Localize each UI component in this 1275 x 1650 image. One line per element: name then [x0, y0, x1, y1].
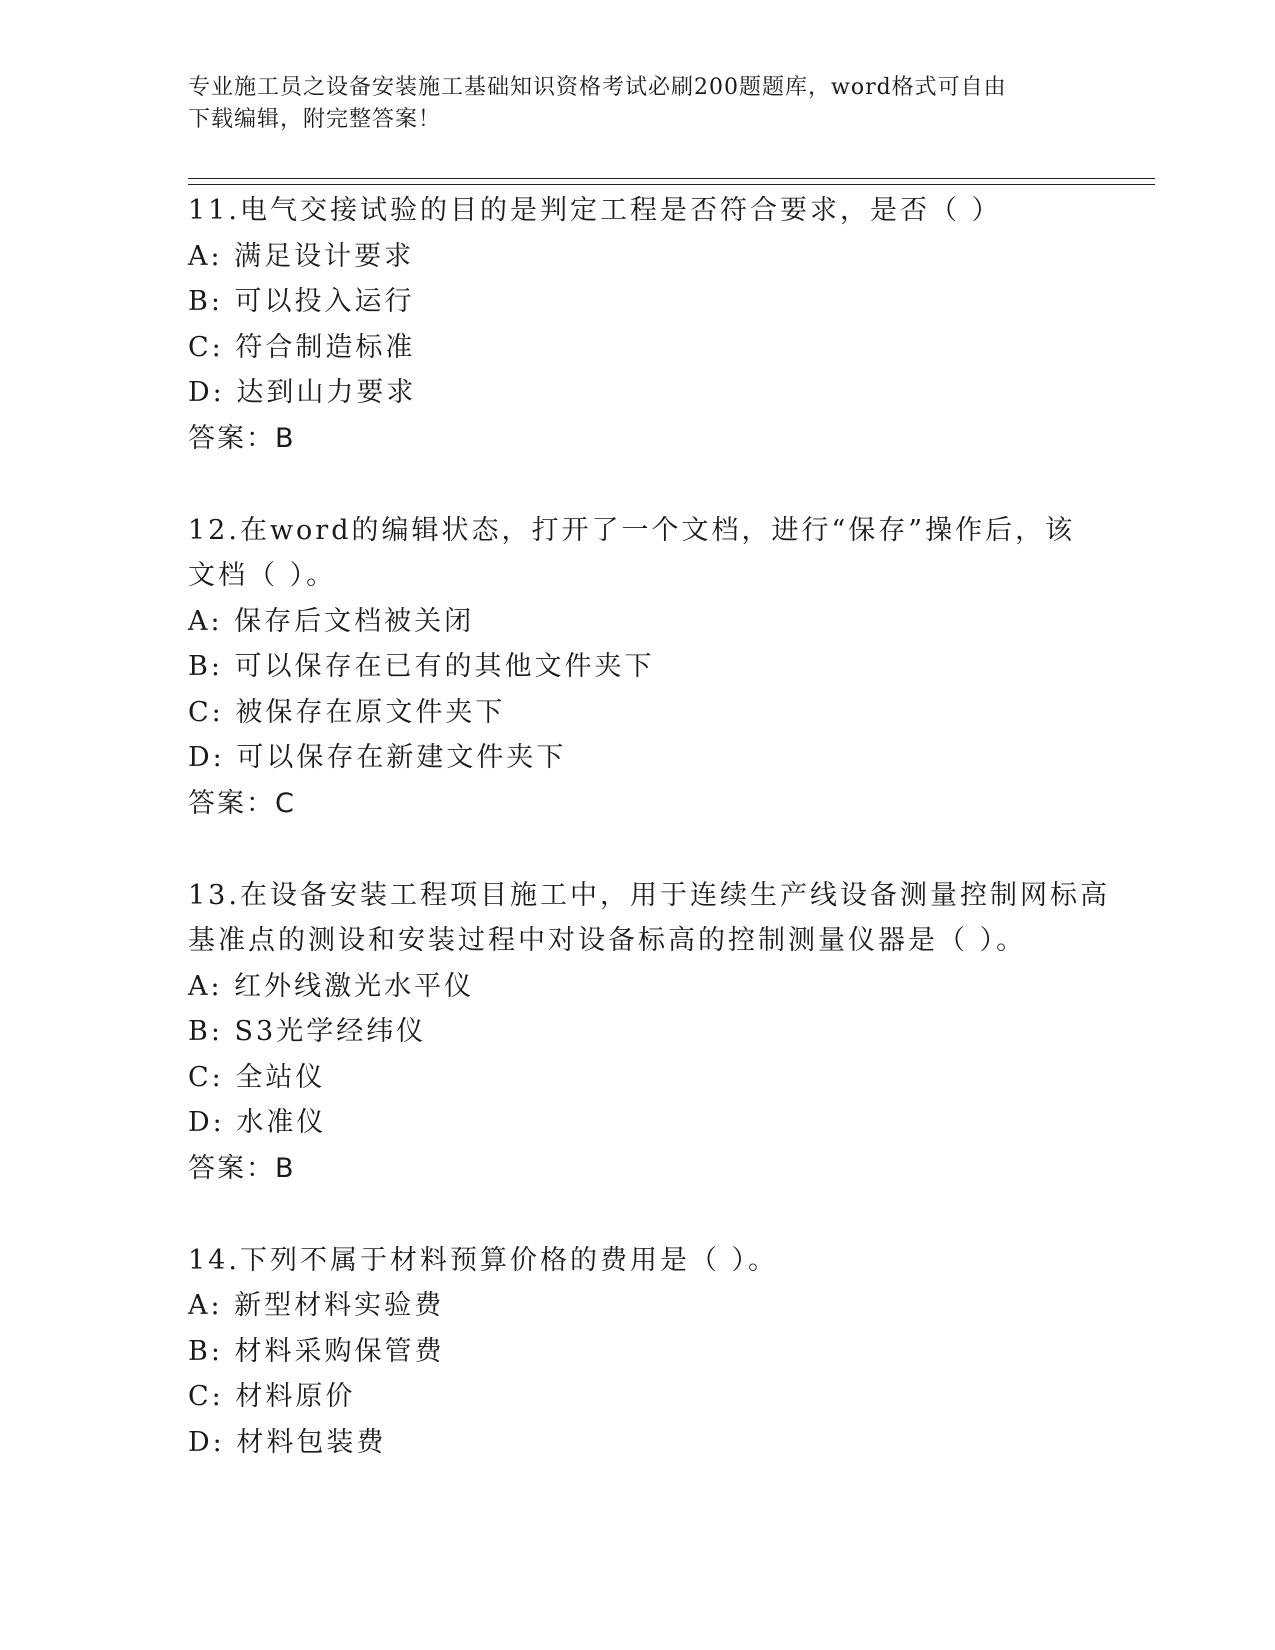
header-divider-top: [188, 178, 1155, 179]
option-c: C: 材料原价: [188, 1381, 356, 1412]
answer-line: 答案：C: [188, 787, 296, 819]
option-d: D: 材料包装费: [188, 1426, 387, 1458]
option-b: B: 材料采购保管费: [188, 1335, 445, 1367]
question-stem-line-1: 12.在word的编辑状态，打开了一个文档，进行“保存”操作后，该: [188, 514, 1076, 546]
question-list: [188, 188, 1110, 1511]
option-a: A: 新型材料实验费: [188, 1290, 445, 1321]
option-a: A: 满足设计要求: [188, 240, 415, 272]
question-13: [188, 873, 1110, 1192]
question-12: [188, 508, 1088, 827]
option-a: A: 红外线激光水平仪: [188, 970, 475, 1002]
option-b: B: 可以投入运行: [188, 286, 415, 317]
question-14: [188, 1238, 1088, 1466]
option-c: C: 全站仪: [188, 1061, 326, 1093]
document-header: [188, 72, 1068, 136]
header-line-2: 下载编辑，附完整答案！: [188, 107, 442, 132]
answer-line: 答案：B: [188, 1152, 296, 1184]
header-line-1: 专业施工员之设备安装施工基础知识资格考试必刷200题题库，word格式可自由: [188, 75, 1007, 100]
question-stem-line-2: 基准点的测设和安装过程中对设备标高的控制测量仪器是（ ）。: [188, 925, 1027, 956]
option-d: D: 水准仪: [188, 1107, 327, 1138]
question-stem-line-1: 13.在设备安装工程项目施工中，用于连续生产线设备测量控制网标高: [188, 879, 1110, 911]
option-c: C: 符合制造标准: [188, 331, 416, 363]
question-11: [188, 188, 1088, 462]
question-stem: 11.电气交接试验的目的是判定工程是否符合要求，是否（ ）: [188, 195, 1002, 226]
option-c: C: 被保存在原文件夹下: [188, 696, 506, 728]
option-d: D: 达到山力要求: [188, 377, 417, 408]
option-b: B: S3光学经纬仪: [188, 1016, 427, 1047]
question-stem: 14.下列不属于材料预算价格的费用是（ ）。: [188, 1244, 779, 1276]
answer-line: 答案：B: [188, 422, 296, 454]
option-b: B: 可以保存在已有的其他文件夹下: [188, 651, 655, 682]
option-a: A: 保存后文档被关闭: [188, 605, 475, 637]
option-d: D: 可以保存在新建文件夹下: [188, 742, 567, 773]
header-divider-bottom: [188, 184, 1155, 185]
question-stem-line-2: 文档（ ）。: [188, 560, 337, 591]
